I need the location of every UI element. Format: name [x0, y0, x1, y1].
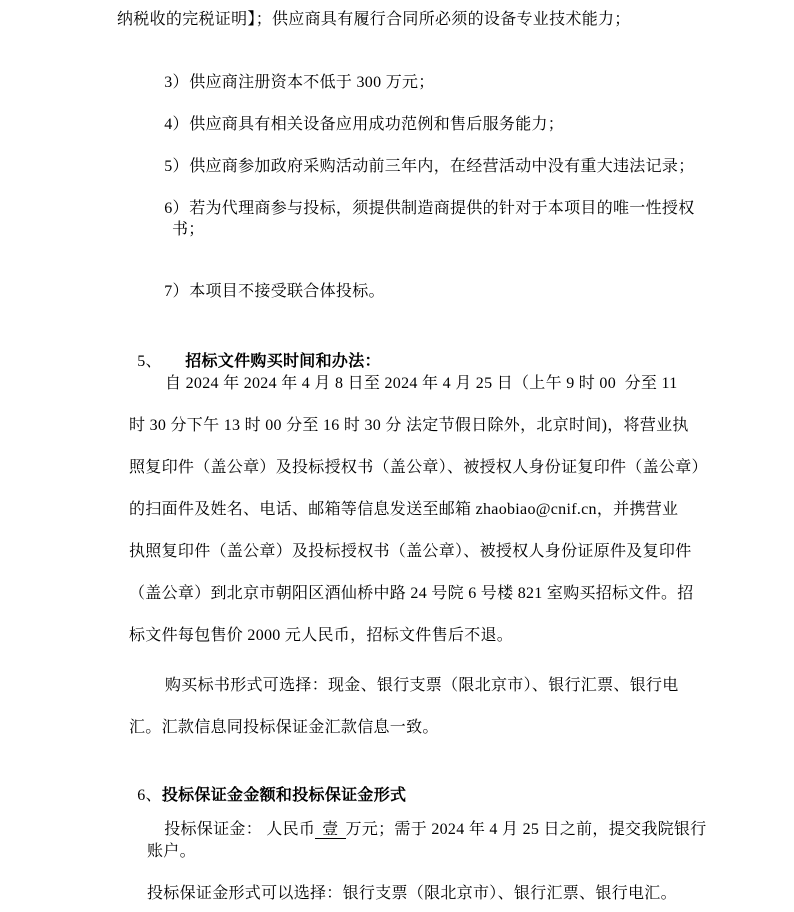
section-number: 6、 — [137, 787, 162, 804]
list-item-number: 7） — [164, 283, 189, 300]
list-item-wrapped-line: 书； — [172, 221, 205, 238]
paragraph-line: 照复印件（盖公章）及投标授权书（盖公章）、被授权人身份证复印件（盖公章） — [129, 459, 708, 476]
deposit-amount-underlined: 壹 — [315, 821, 345, 839]
list-item-number: 3） — [164, 74, 189, 91]
paragraph-line: 标文件每包售价 2000 元人民币，招标文件售后不退。 — [129, 627, 514, 644]
list-item-text: 供应商具有相关设备应用成功范例和售后服务能力； — [189, 116, 565, 133]
paragraph-line: 时 30 分下午 13 时 00 分至 16 时 30 分 法定节假日除外，北京时间)，将营业执 — [129, 417, 689, 434]
list-item-number: 5） — [164, 158, 189, 175]
deposit-amount-continuation: 账户。 — [147, 843, 196, 860]
paragraph-line: 购买标书形式可选择：现金、银行支票（限北京市）、银行汇票、银行电 — [165, 677, 679, 694]
list-item-text: 若为代理商参与投标，须提供制造商提供的针对于本项目的唯一性授权 — [189, 200, 695, 217]
list-item — [147, 179, 695, 239]
deposit-amount-line — [147, 800, 707, 860]
paragraph-line: 的扫面件及姓名、电话、邮箱等信息发送至邮箱 zhaobiao@cnif.cn，并携营业 — [129, 501, 679, 518]
paragraph-line: 自 2024 年 2024 年 4 月 8 日至 2024 年 4 月 25 日（上午 9 时 00 分至 11 — [165, 375, 678, 392]
section-title: 招标文件购买时间和办法： — [185, 353, 381, 370]
section-number: 5、 — [137, 353, 162, 370]
list-item-text: 供应商参加政府采购活动前三年内，在经营活动中没有重大违法记录； — [189, 158, 695, 175]
paragraph-line: 汇。汇款信息同投标保证金汇款信息一致。 — [129, 719, 439, 736]
list-item-text: 本项目不接受联合体投标。 — [189, 283, 385, 300]
paragraph-line: 纳税收的完税证明】；供应商具有履行合同所必须的设备专业技术能力； — [117, 11, 631, 28]
deposit-prefix: 投标保证金： 人民币 — [164, 821, 316, 838]
list-item-number: 6） — [164, 200, 189, 217]
list-item-text: 供应商注册资本不低于 300 万元； — [189, 74, 435, 91]
paragraph-line: （盖公章）到北京市朝阳区酒仙桥中路 24 号院 6 号楼 821 室购买招标文件。招 — [129, 585, 694, 602]
paragraph-line: 执照复印件（盖公章）及投标授权书（盖公章）、被授权人身份证原件及复印件 — [129, 543, 692, 560]
deposit-form-line: 投标保证金形式可以选择：银行支票（限北京市）、银行汇票、银行电汇。 — [147, 885, 677, 902]
deposit-suffix: 万元；需于 2024 年 4 月 25 日之前，提交我院银行 — [345, 821, 707, 838]
list-item-number: 4） — [164, 116, 189, 133]
section-title: 投标保证金金额和投标保证金形式 — [161, 787, 407, 804]
list-item — [147, 262, 385, 322]
